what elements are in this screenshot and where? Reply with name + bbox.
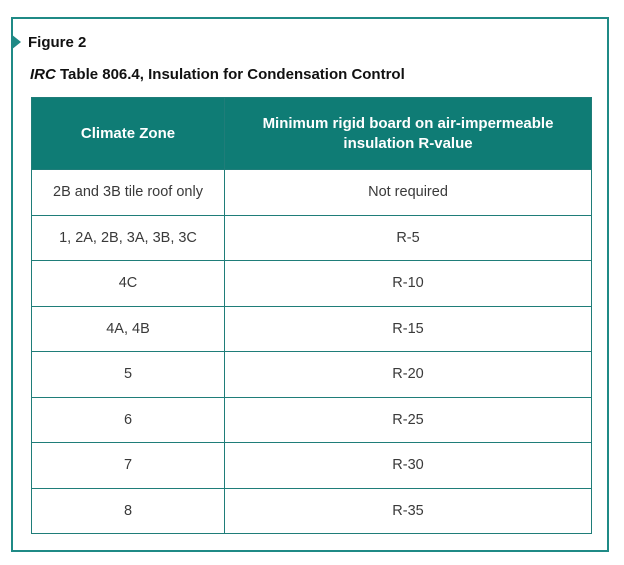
insulation-table	[31, 97, 592, 534]
cell-climate-zone: 6	[32, 397, 225, 443]
cell-r-value: R-35	[225, 488, 592, 534]
table-row	[32, 215, 592, 261]
cell-climate-zone: 8	[32, 488, 225, 534]
cell-r-value: R-15	[225, 306, 592, 352]
table-title-text: Table 806.4, Insulation for Condensation Control	[55, 66, 405, 83]
cell-climate-zone: 4C	[32, 261, 225, 307]
header-climate-zone: Climate Zone	[32, 98, 225, 170]
table-title	[30, 66, 405, 84]
cell-r-value: R-5	[225, 215, 592, 261]
table-row	[32, 352, 592, 398]
cell-r-value: R-30	[225, 443, 592, 489]
table-header-row	[32, 98, 592, 170]
table-row	[32, 306, 592, 352]
cell-climate-zone: 7	[32, 443, 225, 489]
cell-climate-zone: 1, 2A, 2B, 3A, 3B, 3C	[32, 215, 225, 261]
table-row	[32, 488, 592, 534]
figure-label: Figure 2	[28, 34, 87, 51]
figure-marker-arrow-icon	[11, 34, 21, 50]
table-row	[32, 443, 592, 489]
cell-climate-zone: 5	[32, 352, 225, 398]
header-r-value: Minimum rigid board on air-impermeable insulation R-value	[225, 98, 592, 170]
cell-climate-zone: 2B and 3B tile roof only	[32, 170, 225, 216]
table-row	[32, 261, 592, 307]
table-title-code: IRC	[30, 66, 56, 83]
table-row	[32, 170, 592, 216]
cell-r-value: Not required	[225, 170, 592, 216]
table-row	[32, 397, 592, 443]
cell-r-value: R-20	[225, 352, 592, 398]
cell-r-value: R-25	[225, 397, 592, 443]
cell-r-value: R-10	[225, 261, 592, 307]
cell-climate-zone: 4A, 4B	[32, 306, 225, 352]
